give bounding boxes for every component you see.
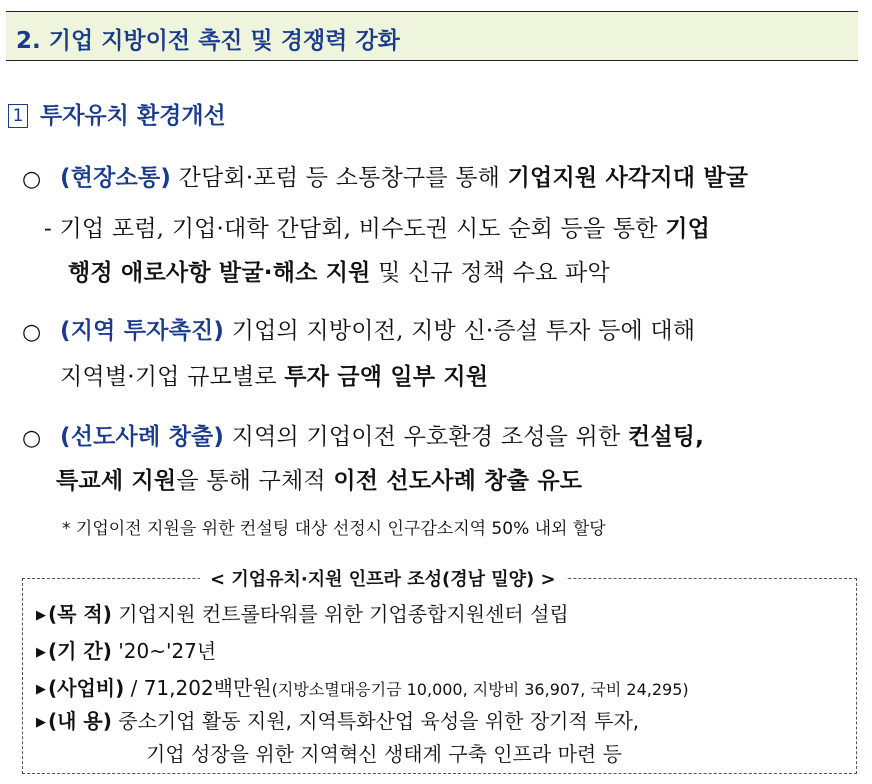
item3-line1 [60,422,704,452]
triangle-right-icon: ▶ [36,645,46,660]
box-row-purpose [36,600,569,630]
item2-bold: 투자 금액 일부 지원 [284,364,489,390]
item3-bold: 컨설팅, [627,424,705,450]
item2-text: 기업의 지방이전, 지방 신·증설 투자 등에 대해 [224,318,696,344]
item2-line2 [60,362,488,392]
footnote: * 기업이전 지원을 위한 컨설팅 대상 선정시 인구감소지역 50% 내외 할당 [62,519,606,539]
row-text: 기업지원 컨트롤타워를 위한 기업종합지원센터 설립 [111,602,569,626]
item1-sub-text: 기업 포럼, 기업·대학 간담회, 비수도권 시도 순회 등을 통한 [59,216,666,242]
item1-line1 [60,163,748,193]
triangle-right-icon: ▶ [36,682,46,697]
row-label: (내 용) [48,709,112,733]
section-heading [8,97,226,130]
section-number-box: 1 [8,104,28,128]
item1-text: 간담회·포럼 등 소통창구를 통해 [171,165,508,191]
item1-tag: (현장소통) [60,165,172,191]
item1-bold: 기업지원 사각지대 발굴 [507,165,749,191]
item3-bold3: 이전 선도사례 창출 유도 [333,468,583,494]
row-label: (기 간) [48,639,112,663]
header-bar [6,11,858,61]
row-label: (사업비) [48,676,125,700]
circle-bullet-icon: ○ [22,426,42,451]
triangle-right-icon: ▶ [36,608,46,623]
item2-tag: (지역 투자촉진) [60,318,225,344]
circle-bullet-icon: ○ [22,320,42,345]
row-text: / 71,202백만원 [124,676,272,700]
item3-bold2: 특교세 지원 [56,468,177,494]
box-row-content-continuation: 기업 성장을 위한 지역혁신 생태계 구축 인프라 마련 등 [146,742,622,766]
item1-sub-bold: 기업 [665,216,711,242]
item2-text2: 지역별·기업 규모별로 [60,364,285,390]
item3-text2: 을 통해 구체적 [176,468,334,494]
item3-text: 지역의 기업이전 우호환경 조성을 위한 [224,424,628,450]
item1-sub2-text: 및 신규 정책 수요 파악 [370,260,610,286]
item2-line1 [60,316,695,346]
item1-sub-line2 [68,258,610,288]
page-title: 2. 기업 지방이전 촉진 및 경쟁력 강화 [16,28,400,54]
row-label: (목 적) [48,602,112,626]
circle-bullet-icon: ○ [22,167,42,192]
box-row-budget [36,674,689,704]
section-title: 투자유치 환경개선 [40,103,226,129]
infra-box-title: < 기업유치·지원 인프라 조성(경남 밀양) > [200,565,566,591]
box-row-content [36,707,639,737]
row-text: '20~'27년 [111,639,217,663]
item1-sub2-bold: 행정 애로사항 발굴·해소 지원 [68,260,371,286]
item3-tag: (선도사례 창출) [60,424,225,450]
row-budget-detail: (지방소멸대응기금 10,000, 지방비 36,907, 국비 24,295) [271,680,689,699]
row-text: 중소기업 활동 지원, 지역특화산업 육성을 위한 장기적 투자, [111,709,640,733]
dash-icon: - [44,216,60,242]
item3-line2 [56,466,582,496]
triangle-right-icon: ▶ [36,715,46,730]
box-row-period [36,637,216,667]
item1-sub-line1 [44,214,710,244]
